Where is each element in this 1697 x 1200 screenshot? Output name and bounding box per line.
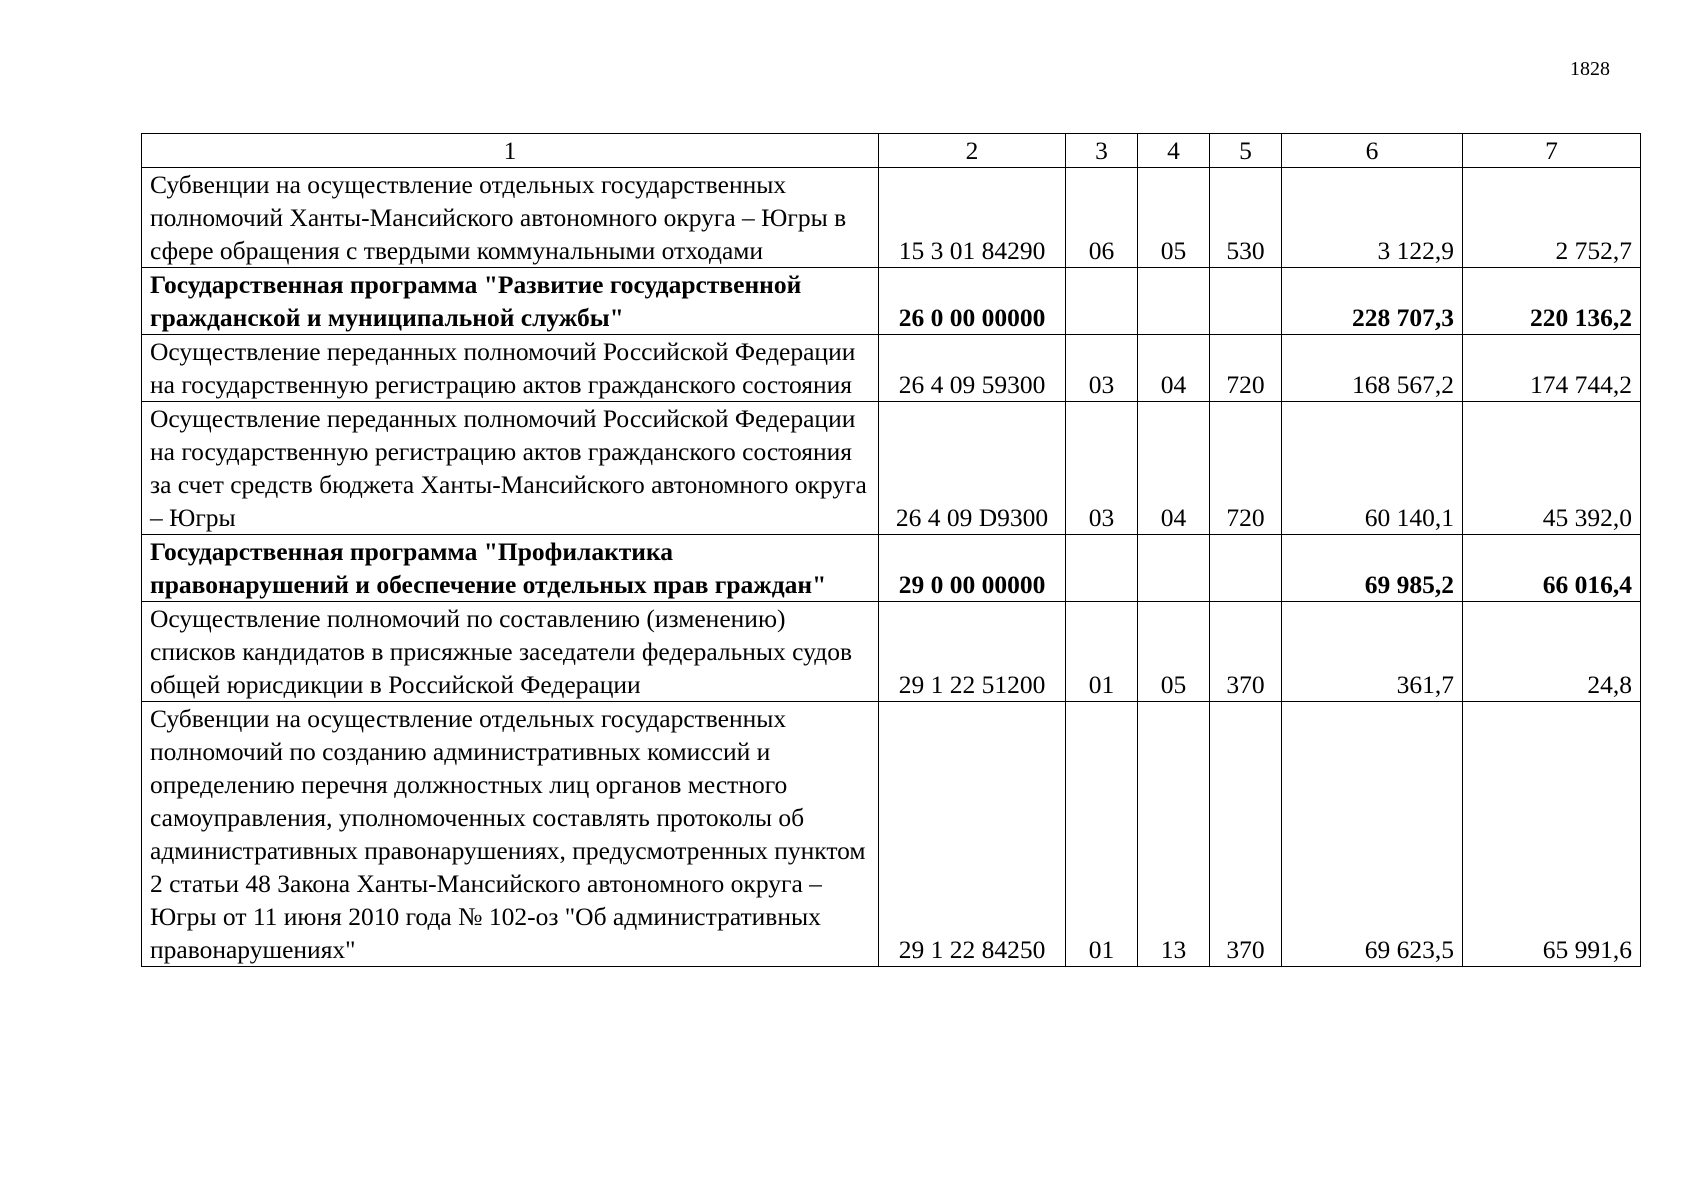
row-code: 26 4 09 59300 bbox=[879, 335, 1066, 402]
row-col-4: 04 bbox=[1138, 335, 1210, 402]
row-name: Осуществление переданных полномочий Российской Федерации на государственную регистрацию актов гражданского состояния за счет средств бюджета Ханты-Мансийского автономного округа – Югры bbox=[142, 402, 879, 535]
row-col-5 bbox=[1210, 535, 1282, 602]
row-col-7: 66 016,4 bbox=[1463, 535, 1641, 602]
header-row bbox=[142, 134, 1641, 168]
row-col-7: 45 392,0 bbox=[1463, 402, 1641, 535]
row-col-7: 2 752,7 bbox=[1463, 168, 1641, 268]
row-name: Субвенции на осуществление отдельных государственных полномочий по созданию административных комиссий и определению перечня должностных лиц органов местного самоуправления, уполномоченных составлять протоколы об административных правонарушениях, предусмотренных пунктом 2 статьи 48 Закона Ханты-Мансийского автономного округа – Югры от 11 июня 2010 года № 102-оз "Об административных правонарушениях" bbox=[142, 702, 879, 967]
row-col-5: 720 bbox=[1210, 402, 1282, 535]
row-col-7: 174 744,2 bbox=[1463, 335, 1641, 402]
table-row bbox=[142, 602, 1641, 702]
row-col-3: 01 bbox=[1066, 702, 1138, 967]
row-code: 26 0 00 00000 bbox=[879, 268, 1066, 335]
row-name: Осуществление переданных полномочий Российской Федерации на государственную регистрацию актов гражданского состояния bbox=[142, 335, 879, 402]
row-col-3: 03 bbox=[1066, 402, 1138, 535]
row-col-6: 228 707,3 bbox=[1282, 268, 1463, 335]
header-col-4: 4 bbox=[1138, 134, 1210, 168]
row-code: 29 1 22 51200 bbox=[879, 602, 1066, 702]
row-col-6: 60 140,1 bbox=[1282, 402, 1463, 535]
row-col-7: 220 136,2 bbox=[1463, 268, 1641, 335]
table-row bbox=[142, 335, 1641, 402]
row-col-3 bbox=[1066, 535, 1138, 602]
row-name: Осуществление полномочий по составлению (изменению) списков кандидатов в присяжные заседатели федеральных судов общей юрисдикции в Российской Федерации bbox=[142, 602, 879, 702]
row-col-6: 168 567,2 bbox=[1282, 335, 1463, 402]
row-col-7: 24,8 bbox=[1463, 602, 1641, 702]
row-code: 29 1 22 84250 bbox=[879, 702, 1066, 967]
page-number: 1828 bbox=[1570, 58, 1610, 80]
row-col-6: 3 122,9 bbox=[1282, 168, 1463, 268]
row-col-5 bbox=[1210, 268, 1282, 335]
row-name: Государственная программа "Профилактика правонарушений и обеспечение отдельных прав граждан" bbox=[142, 535, 879, 602]
header-col-1: 1 bbox=[142, 134, 879, 168]
header-col-6: 6 bbox=[1282, 134, 1463, 168]
row-col-6: 69 623,5 bbox=[1282, 702, 1463, 967]
row-col-3 bbox=[1066, 268, 1138, 335]
row-col-3: 06 bbox=[1066, 168, 1138, 268]
row-col-4: 04 bbox=[1138, 402, 1210, 535]
row-col-5: 530 bbox=[1210, 168, 1282, 268]
row-col-5: 370 bbox=[1210, 702, 1282, 967]
header-col-5: 5 bbox=[1210, 134, 1282, 168]
table-row bbox=[142, 402, 1641, 535]
row-col-3: 01 bbox=[1066, 602, 1138, 702]
row-name: Субвенции на осуществление отдельных государственных полномочий Ханты-Мансийского автономного округа – Югры в сфере обращения с твердыми коммунальными отходами bbox=[142, 168, 879, 268]
row-col-4 bbox=[1138, 535, 1210, 602]
row-col-3: 03 bbox=[1066, 335, 1138, 402]
table-row bbox=[142, 535, 1641, 602]
row-col-4: 13 bbox=[1138, 702, 1210, 967]
row-col-6: 361,7 bbox=[1282, 602, 1463, 702]
row-col-6: 69 985,2 bbox=[1282, 535, 1463, 602]
row-col-4 bbox=[1138, 268, 1210, 335]
row-col-7: 65 991,6 bbox=[1463, 702, 1641, 967]
table-row bbox=[142, 702, 1641, 967]
row-col-4: 05 bbox=[1138, 168, 1210, 268]
header-col-2: 2 bbox=[879, 134, 1066, 168]
row-code: 26 4 09 D9300 bbox=[879, 402, 1066, 535]
row-name: Государственная программа "Развитие государственной гражданской и муниципальной службы" bbox=[142, 268, 879, 335]
row-col-5: 720 bbox=[1210, 335, 1282, 402]
table-row bbox=[142, 268, 1641, 335]
row-col-4: 05 bbox=[1138, 602, 1210, 702]
row-col-5: 370 bbox=[1210, 602, 1282, 702]
header-col-7: 7 bbox=[1463, 134, 1641, 168]
row-code: 15 3 01 84290 bbox=[879, 168, 1066, 268]
header-col-3: 3 bbox=[1066, 134, 1138, 168]
budget-table bbox=[141, 133, 1641, 967]
row-code: 29 0 00 00000 bbox=[879, 535, 1066, 602]
table-row bbox=[142, 168, 1641, 268]
